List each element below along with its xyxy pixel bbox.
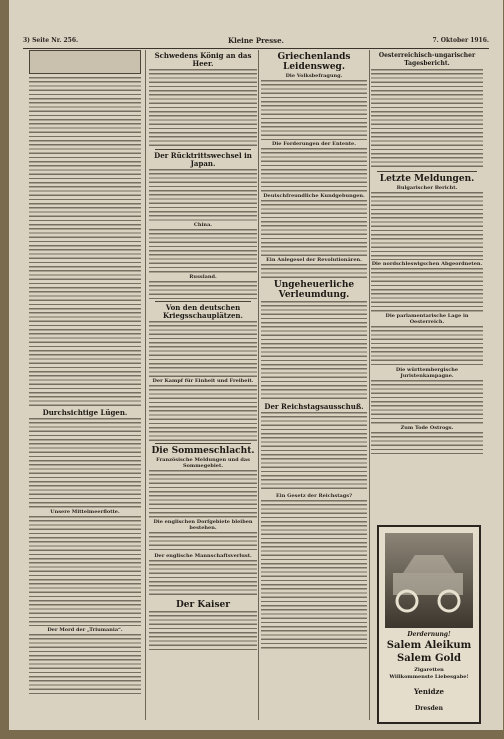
newspaper-page: [9, 0, 503, 730]
section-heading: Ein Anlegesel der Revolutionären.: [266, 257, 362, 263]
article-body: [29, 516, 141, 626]
article-body: [149, 385, 257, 441]
section-heading: Russland.: [189, 274, 217, 280]
article-headline: Ungeheuerliche Verleumdung.: [273, 280, 355, 300]
article-headline: Letzte Meldungen.: [379, 174, 475, 184]
article-headline: Der Rücktrittswechsel in Japan.: [154, 151, 252, 168]
car-illustration: [385, 533, 473, 628]
article-body: [371, 69, 483, 169]
page-number: 3) Seite Nr. 256.: [23, 37, 79, 44]
divider: [155, 301, 251, 302]
article-body: [371, 192, 483, 260]
article-body: [149, 560, 257, 598]
article-body: [149, 611, 257, 651]
brand-name: Salem Aleikum: [386, 640, 472, 651]
column-rule: [258, 50, 259, 720]
article-body: [29, 634, 141, 694]
section-heading: Deutschfreundliche Kundgebungen.: [263, 193, 365, 199]
article-body: [149, 532, 257, 552]
article-body: [29, 418, 141, 508]
paper-title: Kleine Presse.: [227, 36, 284, 45]
article-body: [261, 148, 367, 192]
company-name: Yenidze: [414, 687, 444, 696]
section-heading: Zum Tode Ostrogs.: [400, 425, 454, 431]
section-heading: Die Forderungen der Entente.: [272, 141, 356, 147]
article-headline: Der Kaiser: [175, 600, 230, 610]
cigarette-advertisement: [377, 525, 481, 724]
article-headline: Der Reichstagsausschuß.: [264, 402, 364, 411]
notice-box: [29, 50, 141, 74]
article-body: [149, 229, 257, 273]
column-3: [261, 50, 367, 720]
car-icon: [385, 533, 473, 628]
article-body: [261, 500, 367, 650]
article-body: [371, 432, 483, 454]
article-body: [261, 412, 367, 492]
section-heading: Französische Meldungen und das Sommegebiet.: [156, 457, 250, 469]
article-body: [371, 380, 483, 424]
section-heading: Unsere Mittelmeerflotte.: [50, 509, 120, 515]
section-heading: Der Mord der „Triumania“.: [47, 627, 123, 633]
article-headline: Oesterreichisch-ungarischer Tagesbericht.: [378, 52, 476, 67]
section-heading: Die württembergische Juristenkampagne.: [395, 367, 459, 379]
column-rule: [145, 50, 146, 720]
section-heading: Die Volksbefragung.: [285, 73, 343, 79]
masthead-line: [23, 36, 489, 49]
section-heading: China.: [193, 222, 213, 228]
section-heading: Bulgarischer Bericht.: [396, 185, 458, 191]
ad-tagline: Willkommenste Liebesgabe!: [389, 674, 469, 680]
section-heading: Die nordschleswigschen Abgeordneten.: [371, 261, 483, 267]
article-body: [149, 470, 257, 518]
section-heading: Ein Gesetz der Reichstags?: [276, 493, 352, 499]
article-body: [149, 69, 257, 147]
article-body: [261, 264, 367, 278]
section-heading: Die englischen Dorfgebiete bleiben bestehen.: [153, 519, 253, 531]
article-body: [149, 321, 257, 377]
column-rule: [369, 50, 370, 720]
section-heading: Der englische Mannschaftsverlust.: [154, 553, 252, 559]
product-type: Zigaretten: [414, 667, 444, 673]
article-headline: Griechenlands Leidensweg.: [277, 52, 351, 72]
article-headline: Durchsichtige Lügen.: [42, 408, 128, 417]
article-headline: Von den deutschen Kriegsschauplätzen.: [163, 303, 243, 320]
article-body: [371, 268, 483, 312]
ad-slogan: Derdernung!: [407, 631, 451, 638]
brand-name: Salem Gold: [397, 653, 461, 664]
divider: [377, 171, 477, 172]
article-body: [261, 200, 367, 256]
article-body: [371, 326, 483, 366]
section-heading: Der Kampf für Einheit und Freiheit.: [152, 378, 254, 384]
article-body: [149, 281, 257, 299]
company-city: Dresden: [415, 705, 443, 712]
column-2: [149, 50, 257, 720]
article-body: [149, 169, 257, 221]
divider: [155, 443, 251, 444]
column-1: [29, 50, 141, 720]
article-headline: Die Sommeschlacht.: [151, 446, 255, 456]
article-body: [261, 301, 367, 401]
section-heading: Die parlamentarische Lage in Oesterreich.: [385, 313, 469, 325]
article-body: [261, 80, 367, 140]
article-headline: Schwedens König an das Heer.: [154, 51, 252, 68]
issue-date: 7. Oktober 1916.: [432, 37, 489, 44]
divider: [155, 149, 251, 150]
article-body: [29, 77, 141, 407]
